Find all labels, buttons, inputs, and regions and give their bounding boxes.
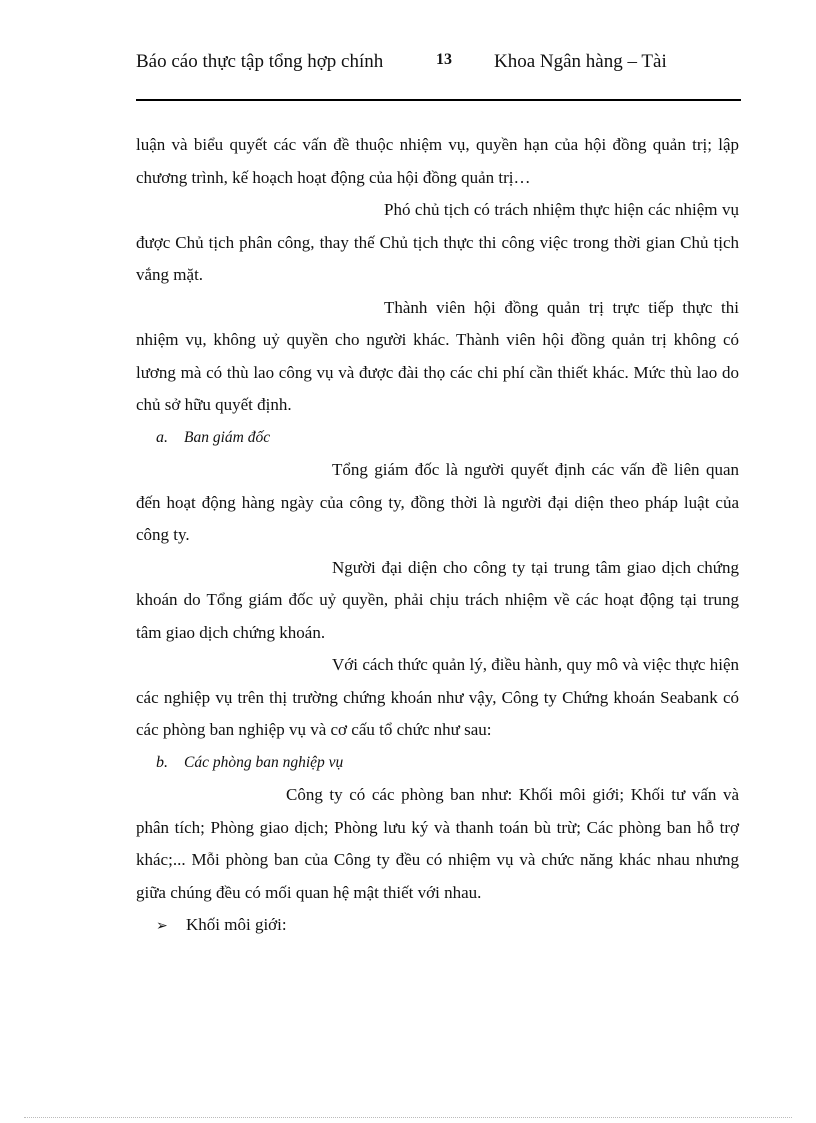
- paragraph-general-director: Tổng giám đốc là người quyết định các vấn đề liên quan đến hoạt động hàng ngày của công ty, đồng thời là người đại diện theo pháp luật của công ty.: [136, 460, 739, 544]
- page-number: 13: [436, 51, 452, 68]
- bullet-brokerage-label: Khối môi giới:: [186, 915, 287, 934]
- section-a-heading: [136, 422, 739, 455]
- section-a-marker: a.: [156, 428, 168, 446]
- paragraph-departments-list: Công ty có các phòng ban như: Khối môi giới; Khối tư vấn và phân tích; Phòng giao dịch; Phòng lưu ký và thanh toán bù trừ; Các phòng ban hỗ trợ khác;... Mỗi phòng ban của Công ty đều có nhiệm vụ và chức năng khác nhau nhưng giữa chúng đều có mối quan hệ mật thiết với nhau.: [136, 785, 739, 902]
- paragraph-representative: Người đại diện cho công ty tại trung tâm giao dịch chứng khoán do Tổng giám đốc uỷ quyền, phải chịu trách nhiệm về các hoạt động tại trung tâm giao dịch chứng khoán.: [136, 557, 739, 642]
- header-left-title: Báo cáo thực tập tổng hợp chính: [136, 51, 384, 72]
- paragraph-board-duties: luận và biểu quyết các vấn đề thuộc nhiệm vụ, quyền hạn của hội đồng quản trị; lập chương trình, kế hoạch hoạt động của hội đồng quản trị…: [136, 135, 739, 187]
- section-b-title: Các phòng ban nghiệp vụ: [184, 753, 344, 771]
- section-b-marker: b.: [156, 753, 168, 771]
- paragraph-vice-chairman: Phó chủ tịch có trách nhiệm thực hiện các nhiệm vụ được Chủ tịch phân công, thay thế Chủ tịch thực thi công việc trong thời gian Chủ tịch vắng mặt.: [136, 200, 739, 284]
- section-b-heading: [136, 747, 739, 780]
- footer-dotted-rule: [24, 1117, 792, 1118]
- paragraph-board-members: Thành viên hội đồng quản trị trực tiếp thực thi nhiệm vụ, không uỷ quyền cho người khác. Thành viên hội đồng quản trị không có lương mà có thù lao công vụ và được đài thọ các chi phí cần thiết khác. Mức thù lao do chủ sở hữu quyết định.: [136, 297, 739, 414]
- section-a-title: Ban giám đốc: [184, 428, 271, 446]
- header-right-title: Khoa Ngân hàng – Tài: [494, 51, 667, 72]
- paragraph-departments-intro: Với cách thức quản lý, điều hành, quy mô và việc thực hiện các nghiệp vụ trên thị trường chứng khoán như vậy, Công ty Chứng khoán Seabank có các phòng ban nghiệp vụ và cơ cấu tổ chức như sau:: [136, 655, 739, 739]
- arrowhead-bullet-icon: ➢: [156, 918, 168, 934]
- bullet-brokerage: [136, 909, 739, 943]
- header-rule: [136, 99, 741, 101]
- document-body: [136, 129, 739, 943]
